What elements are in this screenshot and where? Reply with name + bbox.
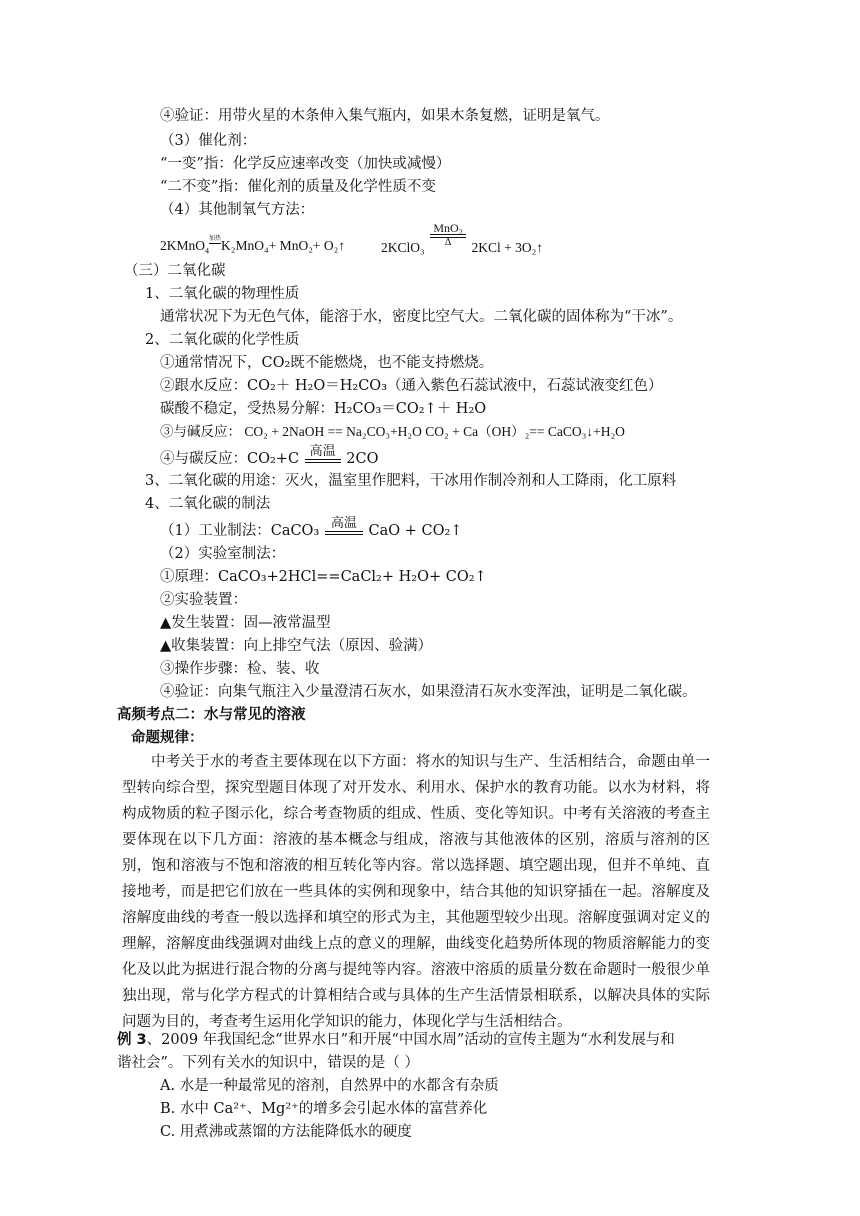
co2-chemical-heading: 2、二氧化碳的化学性质 (145, 332, 300, 348)
kclo3-equation (381, 222, 543, 257)
verify-oxygen-line: ④验证：用带火星的木条伸入集气瓶内，如果木条复燃，证明是氧气。 (160, 108, 610, 124)
industrial-equals-bar (325, 531, 363, 535)
example-3-option-c: C. 用煮沸或蒸馏的方法能降低水的硬度 (160, 1124, 412, 1140)
co2-chem-item-3: ③与碱反应： CO₂ + 2NaOH == Na₂CO₃+H₂O CO₂ + Ca（OH）₂== CaCO₃↓+H₂O (160, 424, 625, 439)
co2-lab-heading: （2）实验室制法： (160, 546, 286, 562)
two-no-change-line: “二不变”指：催化剂的质量及化学性质不变 (160, 179, 436, 195)
example-3-stem-line-1 (117, 1030, 675, 1050)
co2-chem-item-1: ①通常情况下，CO₂既不能燃烧，也不能支持燃烧。 (160, 355, 494, 371)
kclo3-eq-left: 2KClO₃ (381, 240, 425, 256)
co2-lab-item-3: ▲发生装置：固—液常温型 (160, 615, 331, 631)
industrial-eq-left: （1）工业制法：CaCO₃ (160, 523, 320, 539)
example-3-option-b: B. 水中 Ca²⁺、Mg²⁺的增多会引起水体的富营养化 (160, 1101, 488, 1117)
example-3-stem-1: 、2009 年我国纪念“世界水日”和开展“中国水周”活动的宣传主题为“水利发展与和 (146, 1032, 675, 1048)
industrial-eq-condition (325, 517, 363, 535)
other-methods-heading: （4）其他制氧气方法： (160, 202, 315, 218)
example-3-stem-line-2: 谐社会”。下列有关水的知识中，错误的是（ ） (117, 1055, 420, 1071)
co2-lab-item-6: ④验证：向集气瓶注入少量澄清石灰水，如果澄清石灰水变浑浊，证明是二氧化碳。 (160, 684, 697, 700)
proposition-rule-text: 中考关于水的考查主要体现在以下方面：将水的知识与生产、生活相结合，命题由单一型转向综合型，探究型题目体现了对开发水、利用水、保护水的教育功能。以水为材料，将构成物质的粒子图示化，综合考查物质的组成、性质、变化等知识。中考有关溶液的考查主要体现在以下几方面：溶液的基本概念与组成，溶液与其他液体的区别，溶质与溶剂的区别，饱和溶液与不饱和溶液的相互转化等内容。常以选择题、填空题出现，但并不单纯、直接地考，而是把它们放在一些具体的实例和现象中，结合其他的知识穿插在一起。溶解度及溶解度曲线的考查一般以选择和填空的形式为主，其他题型较少出现。溶解度强调对定义的理解，溶解度曲线强调对曲线上点的意义的理解，曲线变化趋势所体现的物质溶解能力的变化及以此为据进行混合物的分离与提纯等内容。溶液中溶质的质量分数在命题时一般很少单独出现，常与化学方程式的计算相结合或与具体的生产生活情景相联系，以解决具体的实际问题为目的，考查考生运用化学知识的能力，体现化学与生活相结合。 (122, 754, 710, 1030)
co2-uses-line: 3、二氧化碳的用途：灭火，温室里作肥料，干冰用作制冷剂和人工降雨，化工原料 (145, 473, 677, 489)
co2-lab-item-1: ①原理：CaCO₃+2HCl==CaCl₂+ H₂O+ CO₂↑ (160, 569, 487, 585)
co2-carbon-eq-condition (305, 445, 341, 463)
co2-carbon-eq-right: 2CO (346, 451, 379, 467)
co2-lab-item-4: ▲收集装置：向上排空气法（原因、验满） (160, 638, 433, 654)
co2-physical-heading: 1、二氧化碳的物理性质 (145, 286, 300, 302)
co2-lab-item-5: ③操作步骤：检、装、收 (160, 661, 320, 677)
key-point-2-title: 高频考点二：水与常见的溶液 (117, 707, 306, 723)
industrial-eq-right: CaO + CO₂↑ (368, 523, 463, 539)
catalyst-heading: （3）催化剂： (160, 133, 257, 149)
co2-industrial-method (160, 516, 462, 541)
kclo3-eq-right: 2KCl + 3O₂↑ (471, 240, 544, 256)
kclo3-eq-condition (430, 222, 466, 248)
co2-chem-item-2b: 碳酸不稳定，受热易分解：H₂CO₃＝CO₂↑＋ H₂O (160, 401, 487, 417)
co2-section-title: （三）二氧化碳 (124, 263, 226, 279)
kmno4-eq-left: 2KMnO (160, 238, 206, 253)
co2-carbon-eq-left: ④与碳反应：CO₂+C (160, 451, 300, 467)
one-change-line: “一变”指：化学反应速率改变（加快或减慢） (160, 156, 451, 172)
example-3-label: 例 3 (117, 1032, 147, 1048)
high-temp-label: 高温 (309, 444, 336, 459)
example-3-option-a: A. 水是一种最常见的溶剂，自然界中的水都含有杂质 (160, 1078, 499, 1094)
equals-bar (305, 459, 341, 463)
co2-chem-item-4 (160, 444, 378, 469)
industrial-high-temp-label: 高温 (330, 516, 357, 531)
co2-physical-text: 通常状况下为无色气体，能溶于水，密度比空气大。二氧化碳的固体称为“干冰”。 (160, 309, 683, 325)
kmno4-eq-right: K₂MnO₄+ MnO₂+ O₂↑ (221, 238, 346, 253)
co2-prep-heading: 4、二氧化碳的制法 (145, 496, 271, 512)
kmno4-eq-condition: 加热 (209, 236, 222, 242)
kmno4-equation: 2KMnO$_4$加热K₂MnO₄+ MnO₂+ O₂↑ (160, 236, 346, 256)
co2-chem-item-2: ②跟水反应：CO₂＋ H₂O＝H₂CO₃（通入紫色石蕊试液中，石蕊试液变红色） (160, 378, 663, 394)
co2-lab-item-2: ②实验装置： (160, 592, 247, 608)
kclo3-heat-label: Δ (444, 237, 452, 248)
kclo3-catalyst-label: MnO₂ (433, 221, 463, 235)
proposition-rule-heading: 命题规律： (131, 730, 204, 746)
